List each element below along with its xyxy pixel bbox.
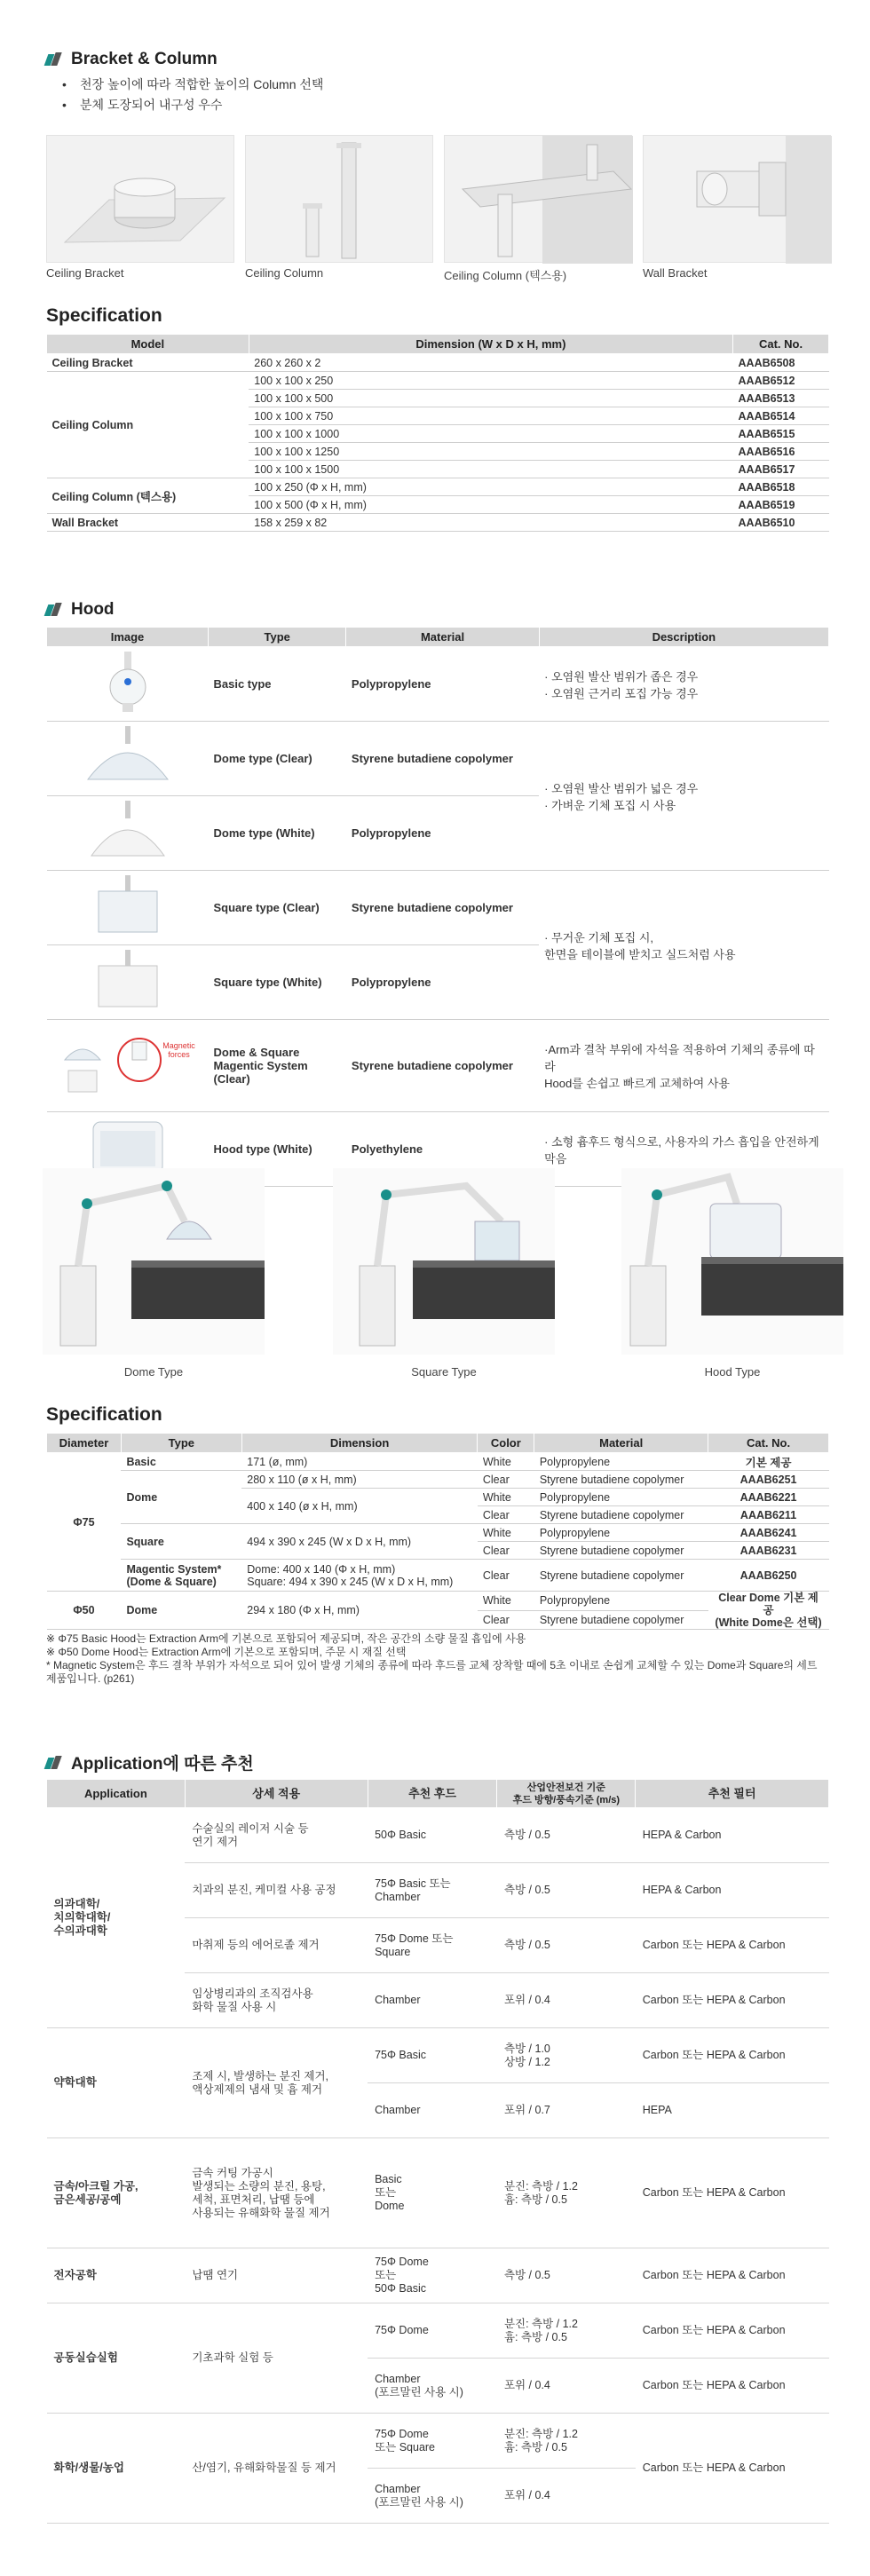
thumb-caption: Wall Bracket	[643, 266, 708, 280]
scene-caption: Square Type	[411, 1365, 477, 1379]
ceiling-column-image	[245, 135, 433, 263]
square-white-image	[47, 945, 209, 1020]
table-row: Magnetic forces Dome & Square Magentic System (Clear) Styrene butadiene copolymer ·Arm과 결착 부위에 자석을 적용하여 기체의 종류에 따라 Hood를 손쉽고 빠르게 교체하여 사용	[47, 1020, 829, 1112]
table-row: 100 x 100 x 500 AAAB6513	[47, 390, 829, 407]
col-header: Material	[534, 1434, 708, 1453]
table-row: Square type (Clear) Styrene butadiene copolymer · 무거운 기체 포집 시, 한면을 테이블에 받치고 실드처럼 사용	[47, 871, 829, 945]
table-row: 의과대학/ 치의학대학/ 수의과대학 수술실의 레이저 시술 등 연기 제거 50Φ Basic 측방 / 0.5 HEPA & Carbon	[47, 1808, 829, 1863]
table-row: Ceiling Bracket 260 x 260 x 2 AAAB6508	[47, 354, 829, 372]
col-header: Image	[47, 628, 209, 647]
magnetic-forces-label: Magnetic forces	[162, 1041, 195, 1059]
col-header: Description	[539, 628, 828, 647]
dome-type-scene	[43, 1168, 265, 1355]
bracket-heading: Bracket & Column	[46, 50, 218, 69]
table-row: Chamber 포위 / 0.7 HEPA	[47, 2083, 829, 2138]
ceiling-bracket-image	[46, 135, 234, 263]
col-header: Color	[478, 1434, 534, 1453]
table-row: 100 x 100 x 1250 AAAB6516	[47, 443, 829, 461]
spec-title: Specification	[46, 1404, 162, 1425]
table-row: Φ50 Dome 294 x 180 (Φ x H, mm) White Polypropylene Clear Dome 기본 제공 (White Dome은 선택)	[47, 1592, 829, 1611]
hood-spec-table	[46, 1433, 829, 1630]
square-type-scene	[333, 1168, 555, 1355]
table-row: Ceiling Column (텍스용) 100 x 250 (Φ x H, mm) AAAB6518	[47, 478, 829, 496]
ceiling-column-tex-image	[444, 135, 632, 263]
section-mark-icon	[46, 603, 62, 617]
table-row: Square type (White) Polypropylene	[47, 945, 829, 1020]
table-row: 100 x 100 x 1500 AAAB6517	[47, 461, 829, 478]
table-row: Magentic System* (Dome & Square) Dome: 400 x 140 (Φ x H, mm) Square: 494 x 390 x 245 (W x D x H, mm) Clear Styrene butadiene copolymer AAAB6250	[47, 1560, 829, 1592]
spec-title: Specification	[46, 305, 162, 326]
table-row: 100 x 100 x 1000 AAAB6515	[47, 425, 829, 443]
table-row: 임상병리과의 조직검사용 화학 물질 사용 시 Chamber 포위 / 0.4 Carbon 또는 HEPA & Carbon	[47, 1973, 829, 2028]
table-row: 화학/생물/농업 산/염기, 유해화학물질 등 제거 75Φ Dome 또는 Square 분진: 측방 / 1.2 흄: 측방 / 0.5 Carbon 또는 HEPA & Carbon	[47, 2414, 829, 2469]
section-mark-icon	[46, 1756, 62, 1770]
col-header: Dimension	[241, 1434, 478, 1453]
note: * Magnetic System은 후드 결착 부위가 자석으로 되어 있어 발생 기체의 종류에 따라 후드를 교체 장착할 때에 5초 이내로 손쉽게 교체할 수 있는 Dome과 Square의 세트 제품입니다. (p261)	[46, 1659, 818, 1685]
table-row: Ceiling Column 100 x 100 x 250 AAAB6512	[47, 372, 829, 390]
dome-clear-image	[47, 722, 209, 796]
col-header: 상세 적용	[185, 1780, 368, 1808]
bullet-item: • 천장 높이에 따라 적합한 높이의 Column 선택	[62, 75, 323, 95]
table-row: Wall Bracket 158 x 259 x 82 AAAB6510	[47, 514, 829, 532]
col-header: Cat. No.	[708, 1434, 829, 1453]
table-row: 금속/아크릴 가공, 금은세공/공예 금속 커팅 가공시 발생되는 소량의 분진, 용탕, 세척, 표면처리, 납땜 등에 사용되는 유해화학 물질 제거 Basic 또는 Dome 분진: 측방 / 1.2 흄: 측방 / 0.5 Carbon 또는 HEPA & Carbon	[47, 2138, 829, 2248]
hood-table	[46, 627, 829, 1187]
col-header: Material	[346, 628, 539, 647]
note: ※ Φ75 Basic Hood는 Extraction Arm에 기본으로 포함되어 제공되며, 작은 공간의 소량 물질 흡입에 사용	[46, 1632, 526, 1645]
table-row: Hood type (White) Polyethylene · 소형 흄후드 형식으로, 사용자의 가스 흡입을 안전하게 막음	[47, 1112, 829, 1187]
table-row: Chamber (포르말린 사용 시) 포위 / 0.4	[47, 2469, 829, 2524]
col-header: Type	[209, 628, 346, 647]
scene-caption: Dome Type	[123, 1365, 184, 1379]
table-row: Clear Styrene butadiene copolymer	[47, 1610, 829, 1630]
application-table	[46, 1779, 829, 2524]
table-row: Clear Styrene butadiene copolymer AAAB6211	[47, 1506, 829, 1524]
table-row: 100 x 100 x 750 AAAB6514	[47, 407, 829, 425]
table-row: Dome type (Clear) Styrene butadiene copolymer · 오염원 발산 범위가 넓은 경우 · 가벼운 기체 포집 시 사용	[47, 722, 829, 796]
col-header: 추천 필터	[636, 1780, 829, 1808]
wall-bracket-image	[643, 135, 831, 263]
application-heading: Application에 따른 추천	[46, 1750, 254, 1774]
col-header: 추천 후드	[368, 1780, 497, 1808]
basic-hood-image	[47, 647, 209, 722]
scene-caption: Hood Type	[704, 1365, 761, 1379]
table-row: Basic type Polypropylene · 오염원 발산 범위가 좁은 경우 · 오염원 근거리 포집 가능 경우	[47, 647, 829, 722]
bracket-bullets	[62, 75, 323, 115]
table-row: Dome 280 x 110 (ø x H, mm) Clear Styrene butadiene copolymer AAAB6251	[47, 1471, 829, 1489]
table-row: Dome type (White) Polypropylene	[47, 796, 829, 871]
table-row: Square 494 x 390 x 245 (W x D x H, mm) White Polypropylene AAAB6241	[47, 1524, 829, 1542]
col-header: Application	[47, 1780, 186, 1808]
col-header: Cat. No.	[733, 335, 829, 354]
square-clear-image	[47, 871, 209, 945]
table-row: 100 x 500 (Φ x H, mm) AAAB6519	[47, 496, 829, 514]
table-row: Φ75 Basic 171 (ø, mm) White Polypropylene 기본 제공	[47, 1453, 829, 1471]
table-row: Clear Styrene butadiene copolymer AAAB6231	[47, 1542, 829, 1560]
table-row: 공동실습실험 기초과학 실험 등 75Φ Dome 분진: 측방 / 1.2 흄: 측방 / 0.5 Carbon 또는 HEPA & Carbon	[47, 2303, 829, 2359]
bracket-spec-table	[46, 334, 829, 532]
col-header: 산업안전보건 기준 후드 방향/풍속기준 (m/s)	[497, 1780, 636, 1808]
table-row: 치과의 분진, 케미컬 사용 공정 75Φ Basic 또는 Chamber 측방 / 0.5 HEPA & Carbon	[47, 1863, 829, 1918]
table-row: 약학대학 조제 시, 발생하는 분진 제거, 액상제제의 냄새 및 흄 제거 75Φ Basic 측방 / 1.0 상방 / 1.2 Carbon 또는 HEPA & Carbon	[47, 2028, 829, 2083]
spec-notes	[46, 1632, 827, 1686]
table-row: 전자공학 납땜 연기 75Φ Dome 또는 50Φ Basic 측방 / 0.5 Carbon 또는 HEPA & Carbon	[47, 2248, 829, 2303]
thumb-caption: Ceiling Bracket	[46, 266, 124, 280]
hood-type-scene	[621, 1168, 843, 1355]
table-row: 마취제 등의 에어로졸 제거 75Φ Dome 또는 Square 측방 / 0.5 Carbon 또는 HEPA & Carbon	[47, 1918, 829, 1973]
magnetic-system-image	[47, 1020, 209, 1112]
bullet-item: • 분체 도장되어 내구성 우수	[62, 95, 323, 115]
table-row: Chamber (포르말린 사용 시) 포위 / 0.4 Carbon 또는 HEPA & Carbon	[47, 2359, 829, 2414]
thumb-caption: Ceiling Column	[245, 266, 324, 280]
col-header: Type	[121, 1434, 241, 1453]
note: ※ Φ50 Dome Hood는 Extraction Arm에 기본으로 포함되며, 주문 시 재질 선택	[46, 1646, 407, 1658]
dome-white-image	[47, 796, 209, 871]
col-header: Dimension (W x D x H, mm)	[249, 335, 732, 354]
col-header: Model	[47, 335, 249, 354]
hood-heading: Hood	[46, 600, 115, 620]
col-header: Diameter	[47, 1434, 122, 1453]
thumb-caption: Ceiling Column (텍스용)	[444, 269, 567, 282]
section-mark-icon	[46, 52, 62, 67]
table-row: 400 x 140 (ø x H, mm) White Polypropylene AAAB6221	[47, 1489, 829, 1506]
